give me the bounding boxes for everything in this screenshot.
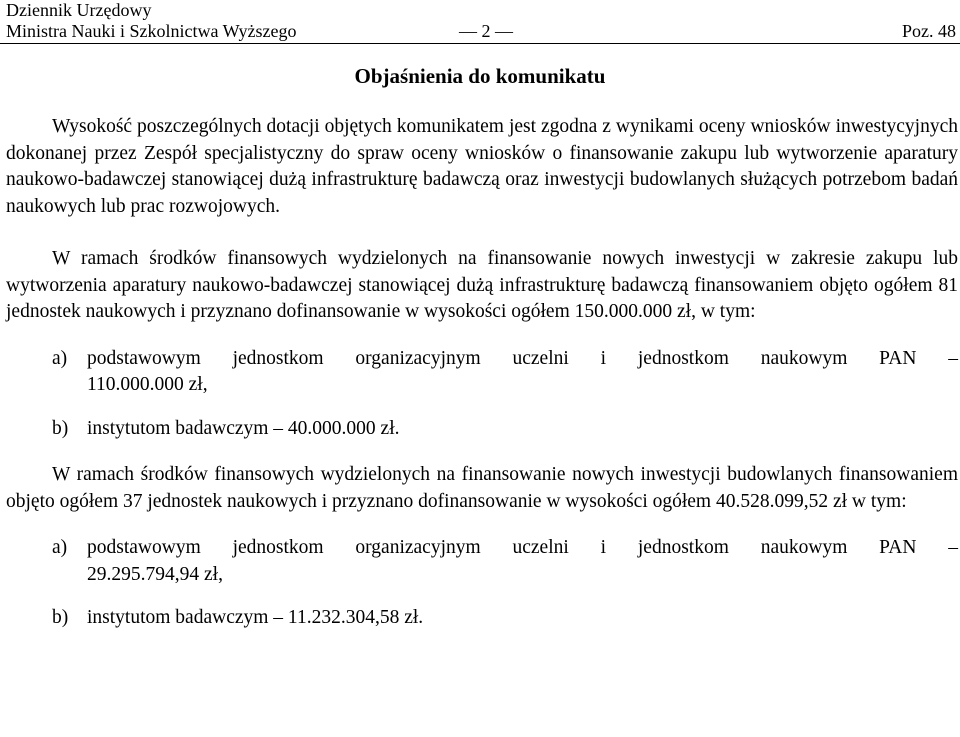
list-item-text: instytutom badawczym – 11.232.304,58 zł. — [87, 607, 424, 628]
list-2-item-b — [6, 605, 958, 632]
list-item-text: podstawowym jednostkom organizacyjnym uczelni i jednostkom naukowym PAN – — [87, 537, 958, 558]
paragraph-1: Wysokość poszczególnych dotacji objętych komunikatem jest zgodna z wynikami oceny wniosków inwestycyjnych dokonanej przez Zespół specjalistyczny do spraw oceny wniosków o finansowanie zakupu lub wytworzenie aparatury naukowo-badawczej stanowiącej dużą infrastrukturę badawczą oraz inwestycji budowlanych służących potrzebom badań naukowych lub prac rozwojowych. — [6, 116, 958, 217]
list-marker: a) — [52, 347, 68, 369]
journal-name: Dziennik Urzędowy — [6, 0, 152, 20]
list-item-text: instytutom badawczym – 40.000.000 zł. — [87, 417, 400, 439]
paragraph-2: W ramach środków finansowych wydzielonych na finansowanie nowych inwestycji w zakresie zakupu lub wytworzenia aparatury naukowo-badawczej stanowiącej dużą infrastrukturę badawczą finansowaniem objęto ogółem 81 jednostek naukowych i przyznano dofinansowanie w wysokości ogółem 150.000.000 zł, w tym: — [6, 248, 958, 322]
list-1-item-b — [6, 416, 958, 443]
ministry-name: Ministra Nauki i Szkolnictwa Wyższego — [6, 21, 297, 41]
list-2 — [6, 535, 958, 632]
paragraph-3: W ramach środków finansowych wydzielonych na finansowanie nowych inwestycji budowlanych finansowaniem objęto ogółem 37 jednostek naukowych i przyznano dofinansowanie w wysokości ogółem 40.528.099,52 zł w tym: — [6, 464, 958, 512]
list-1-item-a-continuation — [6, 372, 958, 399]
document-title: Objaśnienia do komunikatu — [354, 64, 606, 88]
list-item-text: podstawowym jednostkom organizacyjnym uczelni i jednostkom naukowym PAN – — [87, 347, 958, 369]
list-2-item-a-continuation — [6, 562, 958, 589]
document-body — [6, 114, 958, 632]
header-divider — [0, 43, 960, 44]
page-number: — 2 — — [459, 21, 513, 41]
position-number: Poz. 48 — [902, 21, 956, 41]
list-marker: b) — [52, 417, 69, 439]
list-marker: a) — [52, 537, 68, 558]
list-marker: b) — [52, 607, 69, 628]
list-1 — [6, 346, 958, 443]
list-2-item-a — [6, 535, 958, 562]
page-header — [6, 0, 956, 44]
list-item-amount: 29.295.794,94 zł, — [87, 563, 223, 585]
list-1-item-a — [6, 346, 958, 373]
list-item-amount: 110.000.000 zł, — [87, 374, 208, 395]
